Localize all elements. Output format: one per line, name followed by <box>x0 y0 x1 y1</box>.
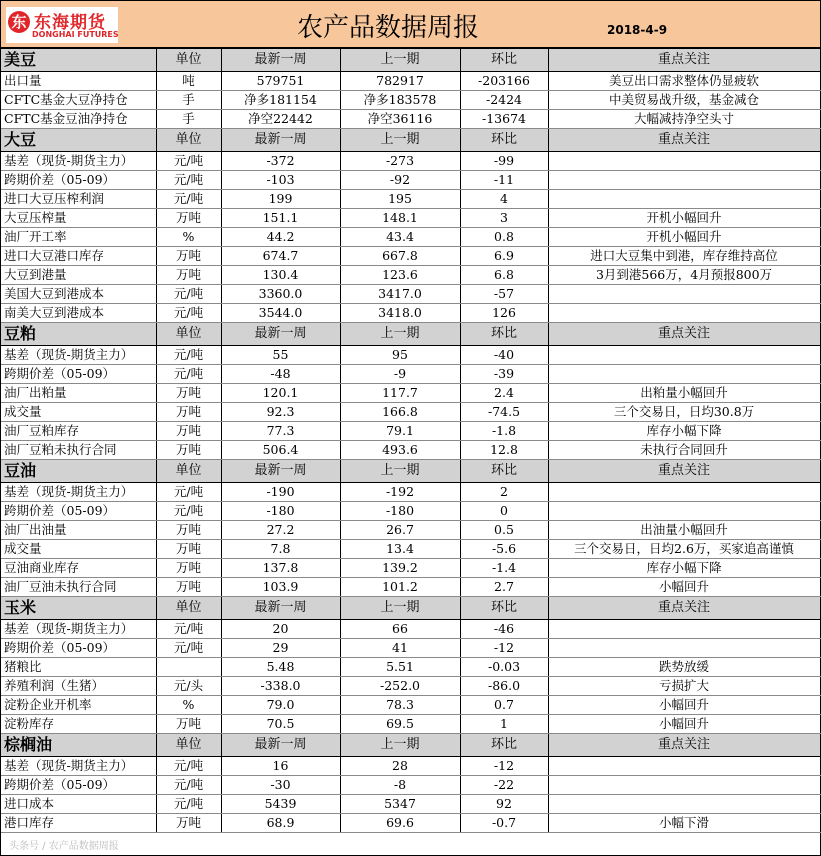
table-cell: -39 <box>460 365 548 384</box>
table-cell: 元/吨 <box>156 190 221 209</box>
table-cell: 出油量小幅回升 <box>548 521 820 540</box>
table-cell: 成交量 <box>1 403 156 422</box>
table-cell: 小幅回升 <box>548 696 820 715</box>
table-cell: 猪粮比 <box>1 658 156 677</box>
table-cell: 大豆压榨量 <box>1 209 156 228</box>
table-cell: CFTC基金豆油净持仓 <box>1 110 156 129</box>
table-cell: 油厂出粕量 <box>1 384 156 403</box>
table-cell: 进口大豆集中到港，库存维持高位 <box>548 247 820 266</box>
table-row <box>1 266 820 285</box>
column-header: 上一期 <box>340 49 460 72</box>
table-cell: 77.3 <box>221 422 340 441</box>
column-header: 环比 <box>460 323 548 346</box>
table-row <box>1 814 820 833</box>
table-cell <box>548 152 820 171</box>
table-cell: 13.4 <box>340 540 460 559</box>
table-cell: 68.9 <box>221 814 340 833</box>
table-cell: 55 <box>221 346 340 365</box>
table-cell: -30 <box>221 776 340 795</box>
table-row <box>1 72 820 91</box>
table-cell: 美豆出口需求整体仍显疲软 <box>548 72 820 91</box>
table-cell: 7.8 <box>221 540 340 559</box>
table-cell: 元/吨 <box>156 285 221 304</box>
table-cell: 万吨 <box>156 266 221 285</box>
table-cell: 基差（现货-期货主力） <box>1 757 156 776</box>
column-header: 最新一周 <box>221 460 340 483</box>
table-cell: 三个交易日，日均30.8万 <box>548 403 820 422</box>
column-header: 最新一周 <box>221 323 340 346</box>
table-row <box>1 521 820 540</box>
table-cell: -338.0 <box>221 677 340 696</box>
table-row <box>1 677 820 696</box>
column-header: 重点关注 <box>548 460 820 483</box>
table-cell: 三个交易日，日均2.6万，买家追高谨慎 <box>548 540 820 559</box>
section-title: 豆油 <box>1 460 156 483</box>
table-cell: 5347 <box>340 795 460 814</box>
column-header: 最新一周 <box>221 597 340 620</box>
table-cell: 28 <box>340 757 460 776</box>
table-cell: 油厂出油量 <box>1 521 156 540</box>
table-cell <box>548 776 820 795</box>
table-cell: 万吨 <box>156 384 221 403</box>
column-header: 重点关注 <box>548 734 820 757</box>
report-date: 2018-4-9 <box>607 23 668 37</box>
section-header-row <box>1 129 820 152</box>
section-header-row <box>1 460 820 483</box>
column-header: 单位 <box>156 323 221 346</box>
table-cell: 120.1 <box>221 384 340 403</box>
table-cell: 净多181154 <box>221 91 340 110</box>
column-header: 重点关注 <box>548 597 820 620</box>
table-row <box>1 559 820 578</box>
table-cell <box>548 620 820 639</box>
table-cell: -192 <box>340 483 460 502</box>
table-cell: -99 <box>460 152 548 171</box>
table-cell: 126 <box>460 304 548 323</box>
table-cell: 万吨 <box>156 814 221 833</box>
table-cell: -203166 <box>460 72 548 91</box>
table-cell: 净空22442 <box>221 110 340 129</box>
table-cell: 66 <box>340 620 460 639</box>
table-cell: 3360.0 <box>221 285 340 304</box>
table-cell: -252.0 <box>340 677 460 696</box>
table-row <box>1 715 820 734</box>
table-row <box>1 578 820 597</box>
table-cell: 92 <box>460 795 548 814</box>
table-row <box>1 247 820 266</box>
table-row <box>1 403 820 422</box>
table-cell: 净空36116 <box>340 110 460 129</box>
table-cell: 库存小幅下降 <box>548 559 820 578</box>
table-cell: 667.8 <box>340 247 460 266</box>
section-header-row <box>1 597 820 620</box>
table-cell: -13674 <box>460 110 548 129</box>
table-cell: 123.6 <box>340 266 460 285</box>
table-cell: 674.7 <box>221 247 340 266</box>
table-cell: 5.48 <box>221 658 340 677</box>
table-cell: -190 <box>221 483 340 502</box>
table-cell <box>548 502 820 521</box>
table-cell: 大豆到港量 <box>1 266 156 285</box>
table-cell: 69.5 <box>340 715 460 734</box>
table-cell: 出粕量小幅回升 <box>548 384 820 403</box>
table-cell <box>548 304 820 323</box>
table-cell: 493.6 <box>340 441 460 460</box>
table-cell: 195 <box>340 190 460 209</box>
table-cell: -103 <box>221 171 340 190</box>
table-row <box>1 757 820 776</box>
table-cell: 万吨 <box>156 209 221 228</box>
table-cell: 139.2 <box>340 559 460 578</box>
table-cell: -46 <box>460 620 548 639</box>
table-cell <box>548 285 820 304</box>
table-cell <box>548 171 820 190</box>
table-cell <box>156 658 221 677</box>
table-cell: 43.4 <box>340 228 460 247</box>
table-cell: 万吨 <box>156 715 221 734</box>
table-cell <box>548 365 820 384</box>
table-cell: 跨期价差（05-09） <box>1 171 156 190</box>
table-cell: 0 <box>460 502 548 521</box>
watermark: 头条号 / 农产品数据周报 <box>9 841 119 852</box>
table-cell: -180 <box>221 502 340 521</box>
table-cell: 95 <box>340 346 460 365</box>
table-cell: 2 <box>460 483 548 502</box>
table-cell: 2.7 <box>460 578 548 597</box>
table-cell: 小幅回升 <box>548 578 820 597</box>
table-cell: 26.7 <box>340 521 460 540</box>
company-logo <box>6 7 118 43</box>
table-row <box>1 795 820 814</box>
table-cell: 3417.0 <box>340 285 460 304</box>
section-title: 玉米 <box>1 597 156 620</box>
column-header: 上一期 <box>340 460 460 483</box>
table-row <box>1 346 820 365</box>
table-cell: 未执行合同回升 <box>548 441 820 460</box>
table-cell: 166.8 <box>340 403 460 422</box>
section-title: 大豆 <box>1 129 156 152</box>
table-cell: 117.7 <box>340 384 460 403</box>
table-row <box>1 91 820 110</box>
table-cell: 淀粉库存 <box>1 715 156 734</box>
table-cell: 92.3 <box>221 403 340 422</box>
table-row <box>1 483 820 502</box>
table-row <box>1 171 820 190</box>
table-cell: 6.8 <box>460 266 548 285</box>
table-cell <box>548 639 820 658</box>
table-cell: 20 <box>221 620 340 639</box>
logo-mark-icon: 东 <box>8 11 30 33</box>
table-cell: 506.4 <box>221 441 340 460</box>
table-cell: 基差（现货-期货主力） <box>1 483 156 502</box>
table-cell: 元/吨 <box>156 346 221 365</box>
table-row <box>1 285 820 304</box>
table-cell: 开机小幅回升 <box>548 228 820 247</box>
table-cell: 元/吨 <box>156 795 221 814</box>
column-header: 最新一周 <box>221 49 340 72</box>
table-cell: 元/吨 <box>156 776 221 795</box>
table-cell: % <box>156 228 221 247</box>
table-cell: 2.4 <box>460 384 548 403</box>
column-header: 环比 <box>460 49 548 72</box>
table-row <box>1 365 820 384</box>
table-cell: 油厂豆粕未执行合同 <box>1 441 156 460</box>
table-cell: 基差（现货-期货主力） <box>1 620 156 639</box>
table-cell: -1.4 <box>460 559 548 578</box>
column-header: 单位 <box>156 460 221 483</box>
table-cell: 3 <box>460 209 548 228</box>
column-header: 上一期 <box>340 734 460 757</box>
table-cell: -12 <box>460 757 548 776</box>
table-cell: 开机小幅回升 <box>548 209 820 228</box>
table-row <box>1 441 820 460</box>
table-cell: 跨期价差（05-09） <box>1 776 156 795</box>
table-cell <box>548 190 820 209</box>
table-cell: 3544.0 <box>221 304 340 323</box>
table-cell: 151.1 <box>221 209 340 228</box>
table-cell: 元/吨 <box>156 639 221 658</box>
table-cell: 跨期价差（05-09） <box>1 639 156 658</box>
section-title: 豆粕 <box>1 323 156 346</box>
column-header: 单位 <box>156 49 221 72</box>
table-cell: -22 <box>460 776 548 795</box>
table-cell: % <box>156 696 221 715</box>
table-cell: 16 <box>221 757 340 776</box>
column-header: 环比 <box>460 460 548 483</box>
logo-english-name: DONGHAI FUTURES <box>32 30 119 39</box>
table-cell: 103.9 <box>221 578 340 597</box>
table-cell: 美国大豆到港成本 <box>1 285 156 304</box>
table-cell: 基差（现货-期货主力） <box>1 152 156 171</box>
table-cell: CFTC基金大豆净持仓 <box>1 91 156 110</box>
table-cell: 4 <box>460 190 548 209</box>
column-header: 重点关注 <box>548 49 820 72</box>
table-cell: -0.7 <box>460 814 548 833</box>
table-cell: 70.5 <box>221 715 340 734</box>
table-row <box>1 209 820 228</box>
table-cell: -180 <box>340 502 460 521</box>
table-row <box>1 639 820 658</box>
table-cell: 5439 <box>221 795 340 814</box>
table-cell: -57 <box>460 285 548 304</box>
table-cell: 南美大豆到港成本 <box>1 304 156 323</box>
table-cell: -40 <box>460 346 548 365</box>
column-header: 单位 <box>156 597 221 620</box>
table-cell: 0.8 <box>460 228 548 247</box>
section-header-row <box>1 323 820 346</box>
table-row <box>1 422 820 441</box>
report-title: 农产品数据周报 <box>297 13 480 43</box>
table-cell: 进口大豆港口库存 <box>1 247 156 266</box>
table-cell: 79.0 <box>221 696 340 715</box>
column-header: 环比 <box>460 734 548 757</box>
table-cell: 137.8 <box>221 559 340 578</box>
table-cell: 港口库存 <box>1 814 156 833</box>
table-cell: 小幅回升 <box>548 715 820 734</box>
table-cell: 元/吨 <box>156 365 221 384</box>
data-table <box>1 48 821 833</box>
table-cell: -372 <box>221 152 340 171</box>
table-cell: 元/吨 <box>156 304 221 323</box>
table-cell: -8 <box>340 776 460 795</box>
table-cell <box>548 757 820 776</box>
table-cell: 78.3 <box>340 696 460 715</box>
table-cell: 万吨 <box>156 540 221 559</box>
table-cell: 3418.0 <box>340 304 460 323</box>
table-cell: 万吨 <box>156 578 221 597</box>
table-row <box>1 304 820 323</box>
table-cell: 元/吨 <box>156 483 221 502</box>
table-cell: 万吨 <box>156 441 221 460</box>
table-row <box>1 190 820 209</box>
table-cell: 130.4 <box>221 266 340 285</box>
table-cell <box>548 483 820 502</box>
table-cell: 0.5 <box>460 521 548 540</box>
table-cell: 跌势放缓 <box>548 658 820 677</box>
table-cell: 元/吨 <box>156 171 221 190</box>
column-header: 单位 <box>156 129 221 152</box>
table-cell: 万吨 <box>156 247 221 266</box>
table-cell: 中美贸易战升级，基金减仓 <box>548 91 820 110</box>
table-cell: 基差（现货-期货主力） <box>1 346 156 365</box>
logo-chinese-name: 东海期货 <box>34 13 106 33</box>
table-cell: 进口大豆压榨利润 <box>1 190 156 209</box>
table-cell: 元/吨 <box>156 502 221 521</box>
table-cell: 净多183578 <box>340 91 460 110</box>
section-header-row <box>1 734 820 757</box>
table-cell: 豆油商业库存 <box>1 559 156 578</box>
table-row <box>1 620 820 639</box>
section-title: 美豆 <box>1 49 156 72</box>
section-title: 棕榈油 <box>1 734 156 757</box>
table-cell: 3月到港566万，4月预报800万 <box>548 266 820 285</box>
table-row <box>1 658 820 677</box>
table-row <box>1 228 820 247</box>
table-row <box>1 152 820 171</box>
table-cell: 大幅减持净空头寸 <box>548 110 820 129</box>
table-cell: 元/吨 <box>156 620 221 639</box>
table-cell: 44.2 <box>221 228 340 247</box>
table-cell: 油厂豆油未执行合同 <box>1 578 156 597</box>
table-cell: 养殖利润（生猪） <box>1 677 156 696</box>
table-cell: 万吨 <box>156 521 221 540</box>
table-cell: 库存小幅下降 <box>548 422 820 441</box>
column-header: 上一期 <box>340 597 460 620</box>
table-cell <box>548 795 820 814</box>
table-row <box>1 696 820 715</box>
table-cell: 成交量 <box>1 540 156 559</box>
table-cell: -12 <box>460 639 548 658</box>
table-cell: -2424 <box>460 91 548 110</box>
table-cell: 手 <box>156 110 221 129</box>
table-cell: -92 <box>340 171 460 190</box>
table-row <box>1 776 820 795</box>
table-cell: 元/吨 <box>156 757 221 776</box>
column-header: 环比 <box>460 597 548 620</box>
table-row <box>1 384 820 403</box>
column-header: 最新一周 <box>221 734 340 757</box>
table-cell: 0.7 <box>460 696 548 715</box>
table-cell: 199 <box>221 190 340 209</box>
column-header: 最新一周 <box>221 129 340 152</box>
table-cell: -9 <box>340 365 460 384</box>
table-cell: -11 <box>460 171 548 190</box>
table-cell: 油厂开工率 <box>1 228 156 247</box>
table-cell: 79.1 <box>340 422 460 441</box>
table-cell: 跨期价差（05-09） <box>1 365 156 384</box>
table-cell: -1.8 <box>460 422 548 441</box>
table-cell: 101.2 <box>340 578 460 597</box>
table-row <box>1 502 820 521</box>
column-header: 重点关注 <box>548 129 820 152</box>
table-cell: 782917 <box>340 72 460 91</box>
table-cell: 亏损扩大 <box>548 677 820 696</box>
table-cell: -48 <box>221 365 340 384</box>
table-cell: 油厂豆粕库存 <box>1 422 156 441</box>
table-cell: 6.9 <box>460 247 548 266</box>
column-header: 上一期 <box>340 129 460 152</box>
table-row <box>1 110 820 129</box>
table-cell: 淀粉企业开机率 <box>1 696 156 715</box>
table-cell: 148.1 <box>340 209 460 228</box>
table-cell: 69.6 <box>340 814 460 833</box>
column-header: 环比 <box>460 129 548 152</box>
table-cell: 41 <box>340 639 460 658</box>
column-header: 单位 <box>156 734 221 757</box>
table-cell: 元/吨 <box>156 152 221 171</box>
table-cell: 小幅下滑 <box>548 814 820 833</box>
table-cell: 579751 <box>221 72 340 91</box>
table-body <box>1 49 820 833</box>
column-header: 上一期 <box>340 323 460 346</box>
column-header: 重点关注 <box>548 323 820 346</box>
table-cell: 出口量 <box>1 72 156 91</box>
table-cell: 进口成本 <box>1 795 156 814</box>
table-cell: 27.2 <box>221 521 340 540</box>
table-cell: 万吨 <box>156 559 221 578</box>
table-cell: 万吨 <box>156 422 221 441</box>
table-cell <box>548 346 820 365</box>
table-cell: 12.8 <box>460 441 548 460</box>
table-cell: 跨期价差（05-09） <box>1 502 156 521</box>
table-cell: 万吨 <box>156 403 221 422</box>
table-cell: 元/头 <box>156 677 221 696</box>
table-cell: -74.5 <box>460 403 548 422</box>
section-header-row <box>1 49 820 72</box>
table-cell: -5.6 <box>460 540 548 559</box>
table-cell: 吨 <box>156 72 221 91</box>
table-cell: 29 <box>221 639 340 658</box>
table-cell: -273 <box>340 152 460 171</box>
table-cell: 手 <box>156 91 221 110</box>
table-cell: -0.03 <box>460 658 548 677</box>
table-cell: 1 <box>460 715 548 734</box>
table-row <box>1 540 820 559</box>
report-header <box>1 1 820 48</box>
table-cell: 5.51 <box>340 658 460 677</box>
table-cell: -86.0 <box>460 677 548 696</box>
